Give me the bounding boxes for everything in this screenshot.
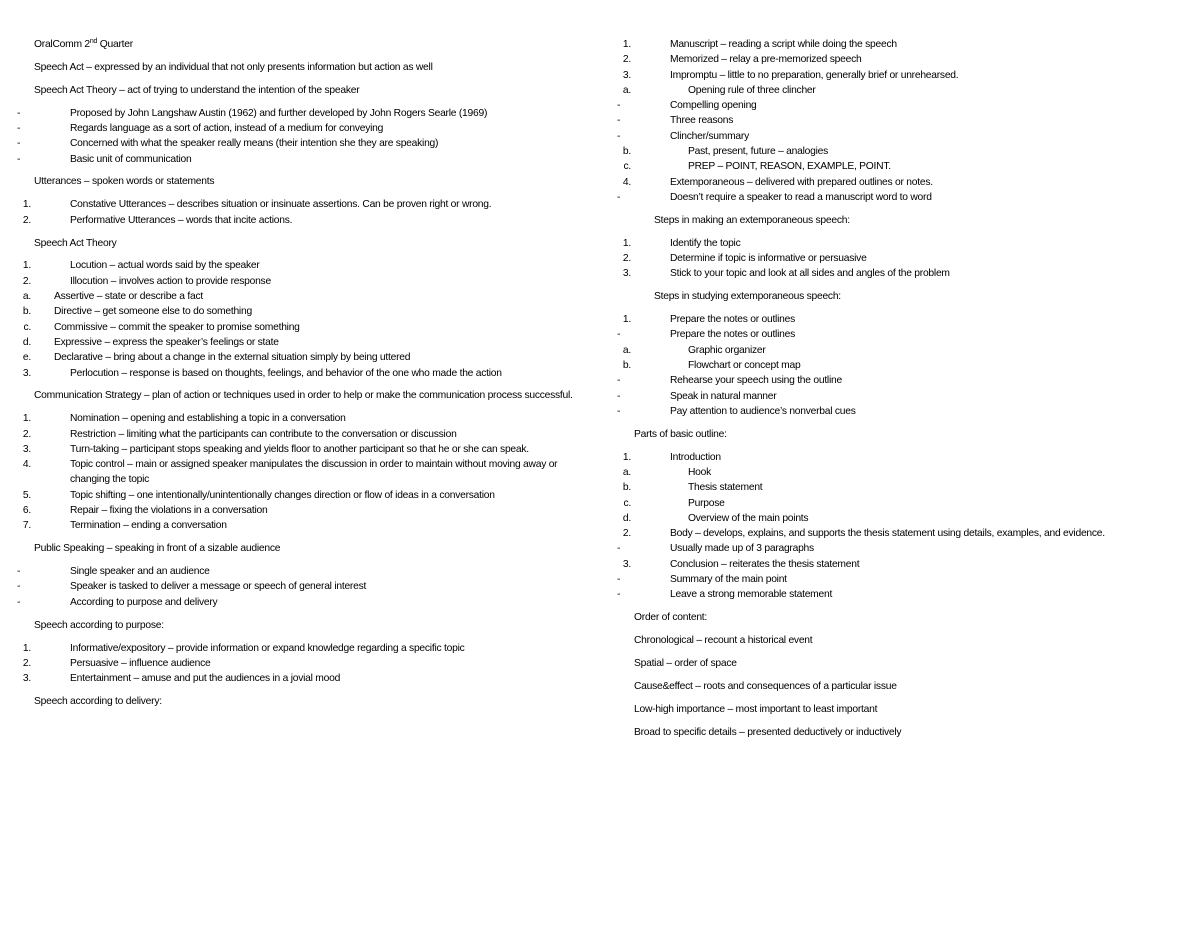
list-marker: c. [623,161,631,173]
list-item [617,587,1134,602]
list-item-text: Purpose [688,497,725,509]
paragraph-text: Steps in making an extemporaneous speech: [654,214,850,226]
list-item-text: Usually made up of 3 paragraphs [670,543,814,555]
block-spacer [34,167,594,175]
list-item [22,274,594,289]
paragraph-text: Cause&effect – roots and consequences of a particular issue [634,680,897,692]
list-item-text: Impromptu – little to no preparation, generally brief or unrehearsed. [670,69,959,81]
dash-bullet: - [617,191,621,203]
list-marker: 1. [622,451,631,463]
list-marker: a. [622,466,631,478]
list-item [622,175,1134,190]
list-item [622,557,1134,572]
list-item-text: Introduction [670,451,721,463]
list-marker: 3. [622,558,631,570]
list-item [622,37,1134,52]
list-item [617,129,1134,144]
block-spacer [34,381,594,389]
list-item-text: Flowchart or concept map [688,360,801,372]
list-item [22,457,594,488]
list-item-text: Constative Utterances – describes situation or insinuate assertions. Can be proven right or wrong. [70,199,492,211]
paragraph-text: Speech Act – expressed by an individual that not only presents information but action as well [34,61,433,73]
list-item [17,121,594,136]
list-item-text: Performative Utterances – words that incite actions. [70,214,293,226]
list-marker: b. [622,360,631,372]
block-spacer [634,205,1134,213]
list-item [622,83,1134,98]
list-item-text: Body – develops, explains, and supports the thesis statement using details, examples, and evidence. [670,528,1105,540]
paragraph [34,37,594,52]
dash-bullet: - [17,153,21,165]
superscript: nd [89,38,98,45]
dash-bullet: - [617,329,621,341]
list-marker: 4. [622,176,631,188]
list-item-text: Clincher/summary [670,130,749,142]
list-item [622,526,1134,541]
list-item-text: Leave a strong memorable statement [670,589,833,601]
paragraph-text: Communication Strategy – plan of action or techniques used in order to help or make the communication process successful. [34,390,573,402]
paragraph-text: Speech Act Theory [34,237,117,249]
list-item [17,152,594,167]
list-item-text: Memorized – relay a pre-memorized speech [670,54,862,66]
list-item-text: Locution – actual words said by the speaker [70,260,260,272]
list-marker: b. [622,146,631,158]
list-item-text: Assertive – state or describe a fact [54,291,203,303]
paragraph [34,694,594,709]
list-item [622,52,1134,67]
block-spacer [34,686,594,694]
list-marker: 3. [22,443,31,455]
list-marker: 2. [22,275,31,287]
list-item-text: PREP – POINT, REASON, EXAMPLE, POINT. [688,161,891,173]
dash-bullet: - [617,543,621,555]
list-item-text: Perlocution – response is based on thoughts, feelings, and behavior of the one who made the action [70,367,502,379]
list-item-text: Expressive – express the speaker’s feelings or state [54,336,279,348]
list-item [22,197,594,212]
paragraph-text: Speech according to purpose: [34,619,164,631]
list-item-text: Hook [688,466,712,478]
list-marker: 1. [22,413,31,425]
list-item-text: Regards language as a sort of action, instead of a medium for conveying [70,122,384,134]
list-marker: 3. [622,69,631,81]
list-item [623,159,1134,174]
list-item-text: Conclusion – reiterates the thesis statement [670,558,860,570]
list-marker: e. [22,352,31,364]
list-item [22,427,594,442]
list-item [622,511,1134,526]
list-item [622,251,1134,266]
paragraph [634,656,1134,671]
paragraph [634,289,1134,304]
list-item-text: Graphic organizer [688,344,766,356]
dash-bullet: - [617,589,621,601]
list-marker: 3. [22,367,31,379]
list-item-text: Pay attention to audience’s nonverbal cues [670,405,856,417]
list-item [22,442,594,457]
list-item [22,656,594,671]
list-item-text: According to purpose and delivery [70,596,218,608]
paragraph [634,679,1134,694]
list-item [22,350,594,365]
list-item-text: Speaker is tasked to deliver a message or speech of general interest [70,581,367,593]
list-item [622,68,1134,83]
list-marker: b. [22,306,31,318]
list-item-text: Illocution – involves action to provide response [70,275,271,287]
list-marker: d. [622,512,631,524]
paragraph-text: Parts of basic outline: [634,428,727,440]
list-marker: a. [622,84,631,96]
list-item [17,106,594,121]
dash-bullet: - [17,122,21,134]
list-item-text: Doesn’t require a speaker to read a manuscript word to word [670,191,932,203]
list-item-text: Topic shifting – one intentionally/unintentionally changes direction or flow of ideas in a conversation [70,489,495,501]
list-marker: c. [623,497,631,509]
list-item [617,572,1134,587]
list-item-text: Stick to your topic and look at all sides and angles of the problem [670,268,950,280]
list-item [22,289,594,304]
list-item [22,518,594,533]
list-item-text: Rehearse your speech using the outline [670,375,842,387]
paragraph-text-after: Quarter [97,39,133,50]
paragraph [634,213,1134,228]
list-item-text: Prepare the notes or outlines [670,314,795,326]
list-marker: 1. [622,39,631,50]
paragraph [634,725,1134,740]
list-item-text: Proposed by John Langshaw Austin (1962) and further developed by John Rogers Searle (1969) [70,107,488,119]
list-item-text: Repair – fixing the violations in a conversation [70,505,268,517]
list-item-text: Concerned with what the speaker really means (their intention she they are speaking) [70,138,439,150]
paragraph [34,618,594,633]
list-item [17,595,594,610]
paragraph-text: Broad to specific details – presented deductively or inductively [634,726,902,738]
list-item [617,327,1134,342]
dash-bullet: - [617,405,621,417]
list-marker: 4. [22,459,31,471]
list-item-text: Determine if topic is informative or persuasive [670,253,867,265]
list-item-text: Restriction – limiting what the participants can contribute to the conversation or discussion [70,428,457,440]
list-item-text: Declarative – bring about a change in the external situation simply by being uttered [54,352,411,364]
list-item [622,343,1134,358]
list-item [17,579,594,594]
paragraph-text: Steps in studying extemporaneous speech: [654,291,841,303]
list-item [22,335,594,350]
paragraph-text: Low-high importance – most important to least important [634,703,878,715]
paragraph [34,60,594,75]
list-item [22,411,594,426]
list-item [622,312,1134,327]
list-item [622,450,1134,465]
paragraph [34,541,594,556]
block-spacer [34,610,594,618]
list-marker: b. [622,482,631,494]
list-item-text: Past, present, future – analogies [688,146,829,158]
list-marker: 3. [622,268,631,280]
list-item-text: Prepare the notes or outlines [670,329,795,341]
paragraph [34,83,594,98]
paragraph [634,633,1134,648]
right-column [617,37,1134,748]
list-item-text: Topic control – main or assigned speaker manipulates the discussion in order to maintain without moving away or changing the topic [70,459,558,486]
list-item-text: Basic unit of communication [70,153,192,165]
dash-bullet: - [17,107,21,119]
dash-bullet: - [17,138,21,150]
list-item-text: Persuasive – influence audience [70,657,211,669]
block-spacer [634,282,1134,290]
list-item-text: Single speaker and an audience [70,566,210,578]
paragraph-text: Speech Act Theory – act of trying to understand the intention of the speaker [34,84,360,96]
list-item-text: Turn-taking – participant stops speaking and yields floor to another participant so that he or she can speak. [70,443,529,455]
list-item [23,320,594,335]
list-item-text: Termination – ending a conversation [70,520,227,532]
dash-bullet: - [617,130,621,142]
list-item [22,258,594,273]
list-item-text: Extemporaneous – delivered with prepared outlines or notes. [670,176,933,188]
list-item-text: Manuscript – reading a script while doing the speech [670,39,897,50]
list-item [622,358,1134,373]
list-item-text: Overview of the main points [688,512,809,524]
list-item [617,541,1134,556]
list-marker: 2. [622,528,631,540]
list-marker: 5. [22,489,31,501]
list-marker: 1. [22,642,31,654]
dash-bullet: - [617,115,621,127]
list-marker: 1. [22,260,31,272]
dash-bullet: - [17,581,21,593]
list-item-text: Opening rule of three clincher [688,84,816,96]
block-spacer [34,228,594,236]
list-item [622,266,1134,281]
list-item [17,564,594,579]
list-item [617,113,1134,128]
list-marker: 2. [622,253,631,265]
list-marker: 2. [22,214,31,226]
list-marker: 2. [22,657,31,669]
list-marker: 6. [22,505,31,517]
list-item [622,236,1134,251]
list-marker: 2. [622,54,631,66]
paragraph-text: Speech according to delivery: [34,696,162,707]
list-item [617,389,1134,404]
list-item-text: Compelling opening [670,100,757,112]
block-spacer [634,419,1134,427]
block-spacer [634,603,1134,611]
list-item [22,671,594,686]
dash-bullet: - [17,566,21,578]
paragraph [34,388,594,403]
paragraph-text: Order of content: [634,612,708,624]
list-marker: 1. [22,199,31,211]
list-item-text: Thesis statement [688,482,763,494]
list-item [622,465,1134,480]
dash-bullet: - [617,375,621,387]
list-marker: a. [622,344,631,356]
list-marker: 7. [22,520,31,532]
list-item [22,503,594,518]
list-item [622,480,1134,495]
paragraph [634,610,1134,625]
list-item [617,404,1134,419]
list-item-text: Entertainment – amuse and put the audiences in a jovial mood [70,673,341,685]
paragraph-text: Public Speaking – speaking in front of a sizable audience [34,543,281,555]
left-column [17,37,594,717]
dash-bullet: - [17,596,21,608]
list-item [22,641,594,656]
list-item [22,304,594,319]
list-item-text: Speak in natural manner [670,390,777,402]
list-item [22,488,594,503]
list-item [617,98,1134,113]
list-item-text: Commissive – commit the speaker to promise something [54,321,300,333]
paragraph-text: Utterances – spoken words or statements [34,176,215,188]
list-item [17,136,594,151]
list-marker: 3. [22,673,31,685]
list-item-text: Identify the topic [670,237,741,249]
list-item-text: Nomination – opening and establishing a topic in a conversation [70,413,346,425]
list-item [22,213,594,228]
list-item [623,496,1134,511]
paragraph-text: Spatial – order of space [634,658,737,670]
paragraph-text: Chronological – recount a historical event [634,635,813,647]
block-spacer [34,534,594,542]
paragraph [34,236,594,251]
list-marker: 2. [22,428,31,440]
list-item-text: Informative/expository – provide information or expand knowledge regarding a specific topic [70,642,465,654]
list-item-text: Summary of the main point [670,574,787,586]
dash-bullet: - [617,100,621,112]
list-item [617,190,1134,205]
paragraph [634,427,1134,442]
dash-bullet: - [617,390,621,402]
paragraph [634,702,1134,717]
list-marker: 1. [622,314,631,326]
list-marker: 1. [622,237,631,249]
paragraph-text: OralComm 2 [34,39,90,50]
list-item [617,373,1134,388]
paragraph [34,174,594,189]
list-item [622,144,1134,159]
list-marker: c. [23,321,31,333]
list-item-text: Three reasons [670,115,734,127]
list-marker: a. [22,291,31,303]
list-marker: d. [22,336,31,348]
list-item-text: Directive – get someone else to do something [54,306,252,318]
dash-bullet: - [617,574,621,586]
list-item [22,366,594,381]
